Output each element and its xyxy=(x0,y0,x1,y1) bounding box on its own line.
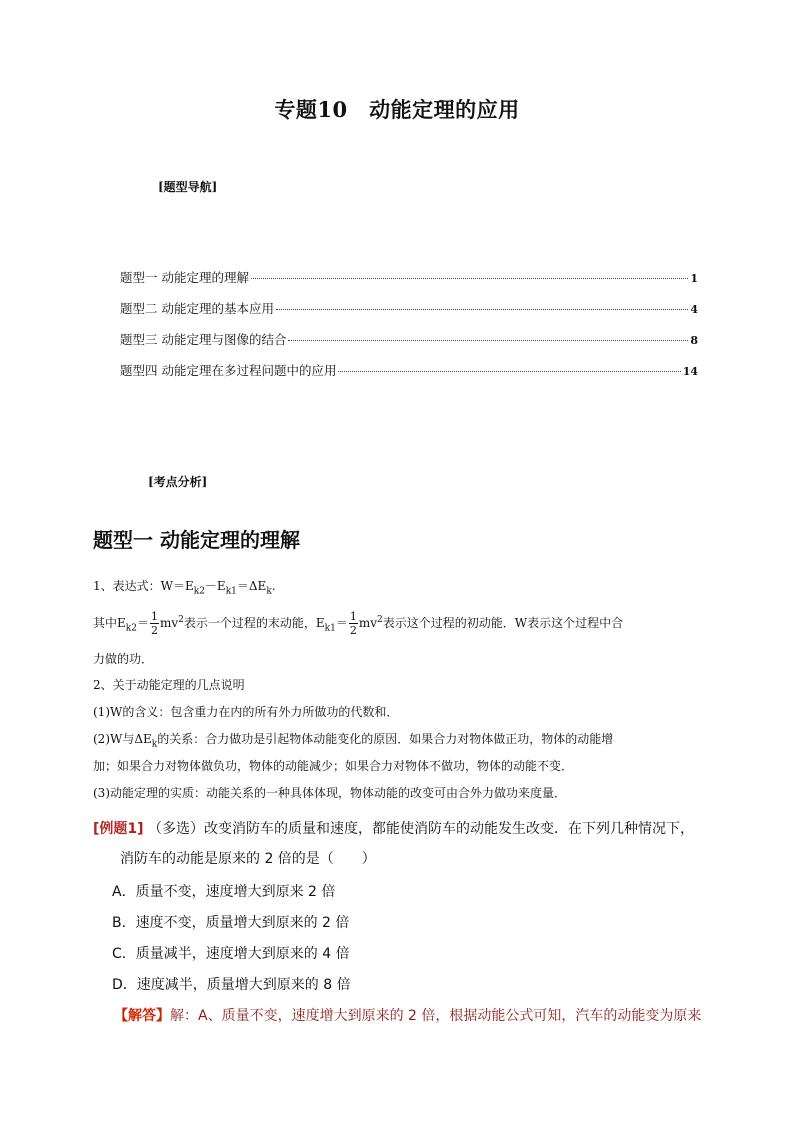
toc-leader-dots xyxy=(338,371,680,372)
body-text: (3)动能定理的实质：动能关系的一种具体体现，物体动能的改变可由合外力做功来度量． xyxy=(93,786,567,800)
body-text: 2、关于动能定理的几点说明 xyxy=(93,678,245,692)
answer-line: 【解答】解：A、质量不变，速度增大到原来的 2 倍，根据动能公式可知，汽车的动能变为原来 xyxy=(114,1008,702,1024)
toc-item[interactable] xyxy=(120,268,698,286)
definition-line: 其中$E_{k2}=$ $\frac{1}{2}$ $mv^2$表示一个过程的末动能，$E_{k1}=$ $\frac{1}{2}$ $mv^2$表示这个过程的初动能．W表示这个过程中合 xyxy=(93,610,624,637)
analysis-heading: [考点分析] xyxy=(148,475,208,489)
toc-page-number: 4 xyxy=(690,303,698,316)
page-title: 专题10 动能定理的应用 xyxy=(274,97,520,122)
toc-leader-dots xyxy=(276,309,688,310)
body-text: 力做的功． xyxy=(93,652,154,666)
fraction-half: $\frac{1}{2}$ xyxy=(349,610,357,637)
toc-page-number: 1 xyxy=(690,272,698,285)
body-text: 加；如果合力对物体做负功，物体的动能减少；如果合力对物体不做功，物体的动能不变． xyxy=(93,759,574,773)
example-question: [例题1] （多选）改变消防车的质量和速度，都能使消防车的动能发生改变．在下列几种情况下， xyxy=(93,821,694,837)
option-c[interactable]: C．质量减半，速度增大到原来的 4 倍 xyxy=(112,946,350,962)
toc-page-number: 8 xyxy=(690,334,698,347)
fraction-half: $\frac{1}{2}$ xyxy=(150,610,158,637)
nav-heading: [题型导航] xyxy=(158,180,218,194)
example-question-cont: 消防车的动能是原来的 2 倍的是（ ） xyxy=(120,851,376,867)
option-a[interactable]: A．质量不变，速度增大到原来 2 倍 xyxy=(112,884,336,900)
toc-leader-dots xyxy=(251,278,688,279)
toc-page-number: 14 xyxy=(682,365,698,378)
toc-label: 题型二 动能定理的基本应用 xyxy=(120,301,274,316)
toc-item[interactable] xyxy=(120,330,698,348)
toc-label: 题型四 动能定理在多过程问题中的应用 xyxy=(120,363,337,378)
answer-tag: 【解答】 xyxy=(114,1008,170,1024)
option-b[interactable]: B．速度不变，质量增大到原来的 2 倍 xyxy=(112,915,350,931)
section-title: 题型一 动能定理的理解 xyxy=(93,528,300,552)
body-text: (1)W的含义：包含重力在内的所有外力所做功的代数和． xyxy=(93,705,399,719)
toc-item[interactable] xyxy=(120,299,698,317)
body-text: (2)W与$\Delta E_k$的关系：合力做功是引起物体动能变化的原因．如果合力对物体做正功，物体的动能增 xyxy=(93,732,614,750)
example-tag: [例题1] xyxy=(93,821,144,837)
toc-label: 题型三 动能定理与图像的结合 xyxy=(120,332,287,347)
toc-leader-dots xyxy=(288,340,688,341)
toc-item[interactable] xyxy=(120,361,698,379)
option-d[interactable]: D．速度减半，质量增大到原来的 8 倍 xyxy=(112,977,351,993)
expression-line: 1、表达式：$W=E_{k2}-E_{k1}=\Delta E_k$. xyxy=(93,579,276,597)
toc-label: 题型一 动能定理的理解 xyxy=(120,270,249,285)
